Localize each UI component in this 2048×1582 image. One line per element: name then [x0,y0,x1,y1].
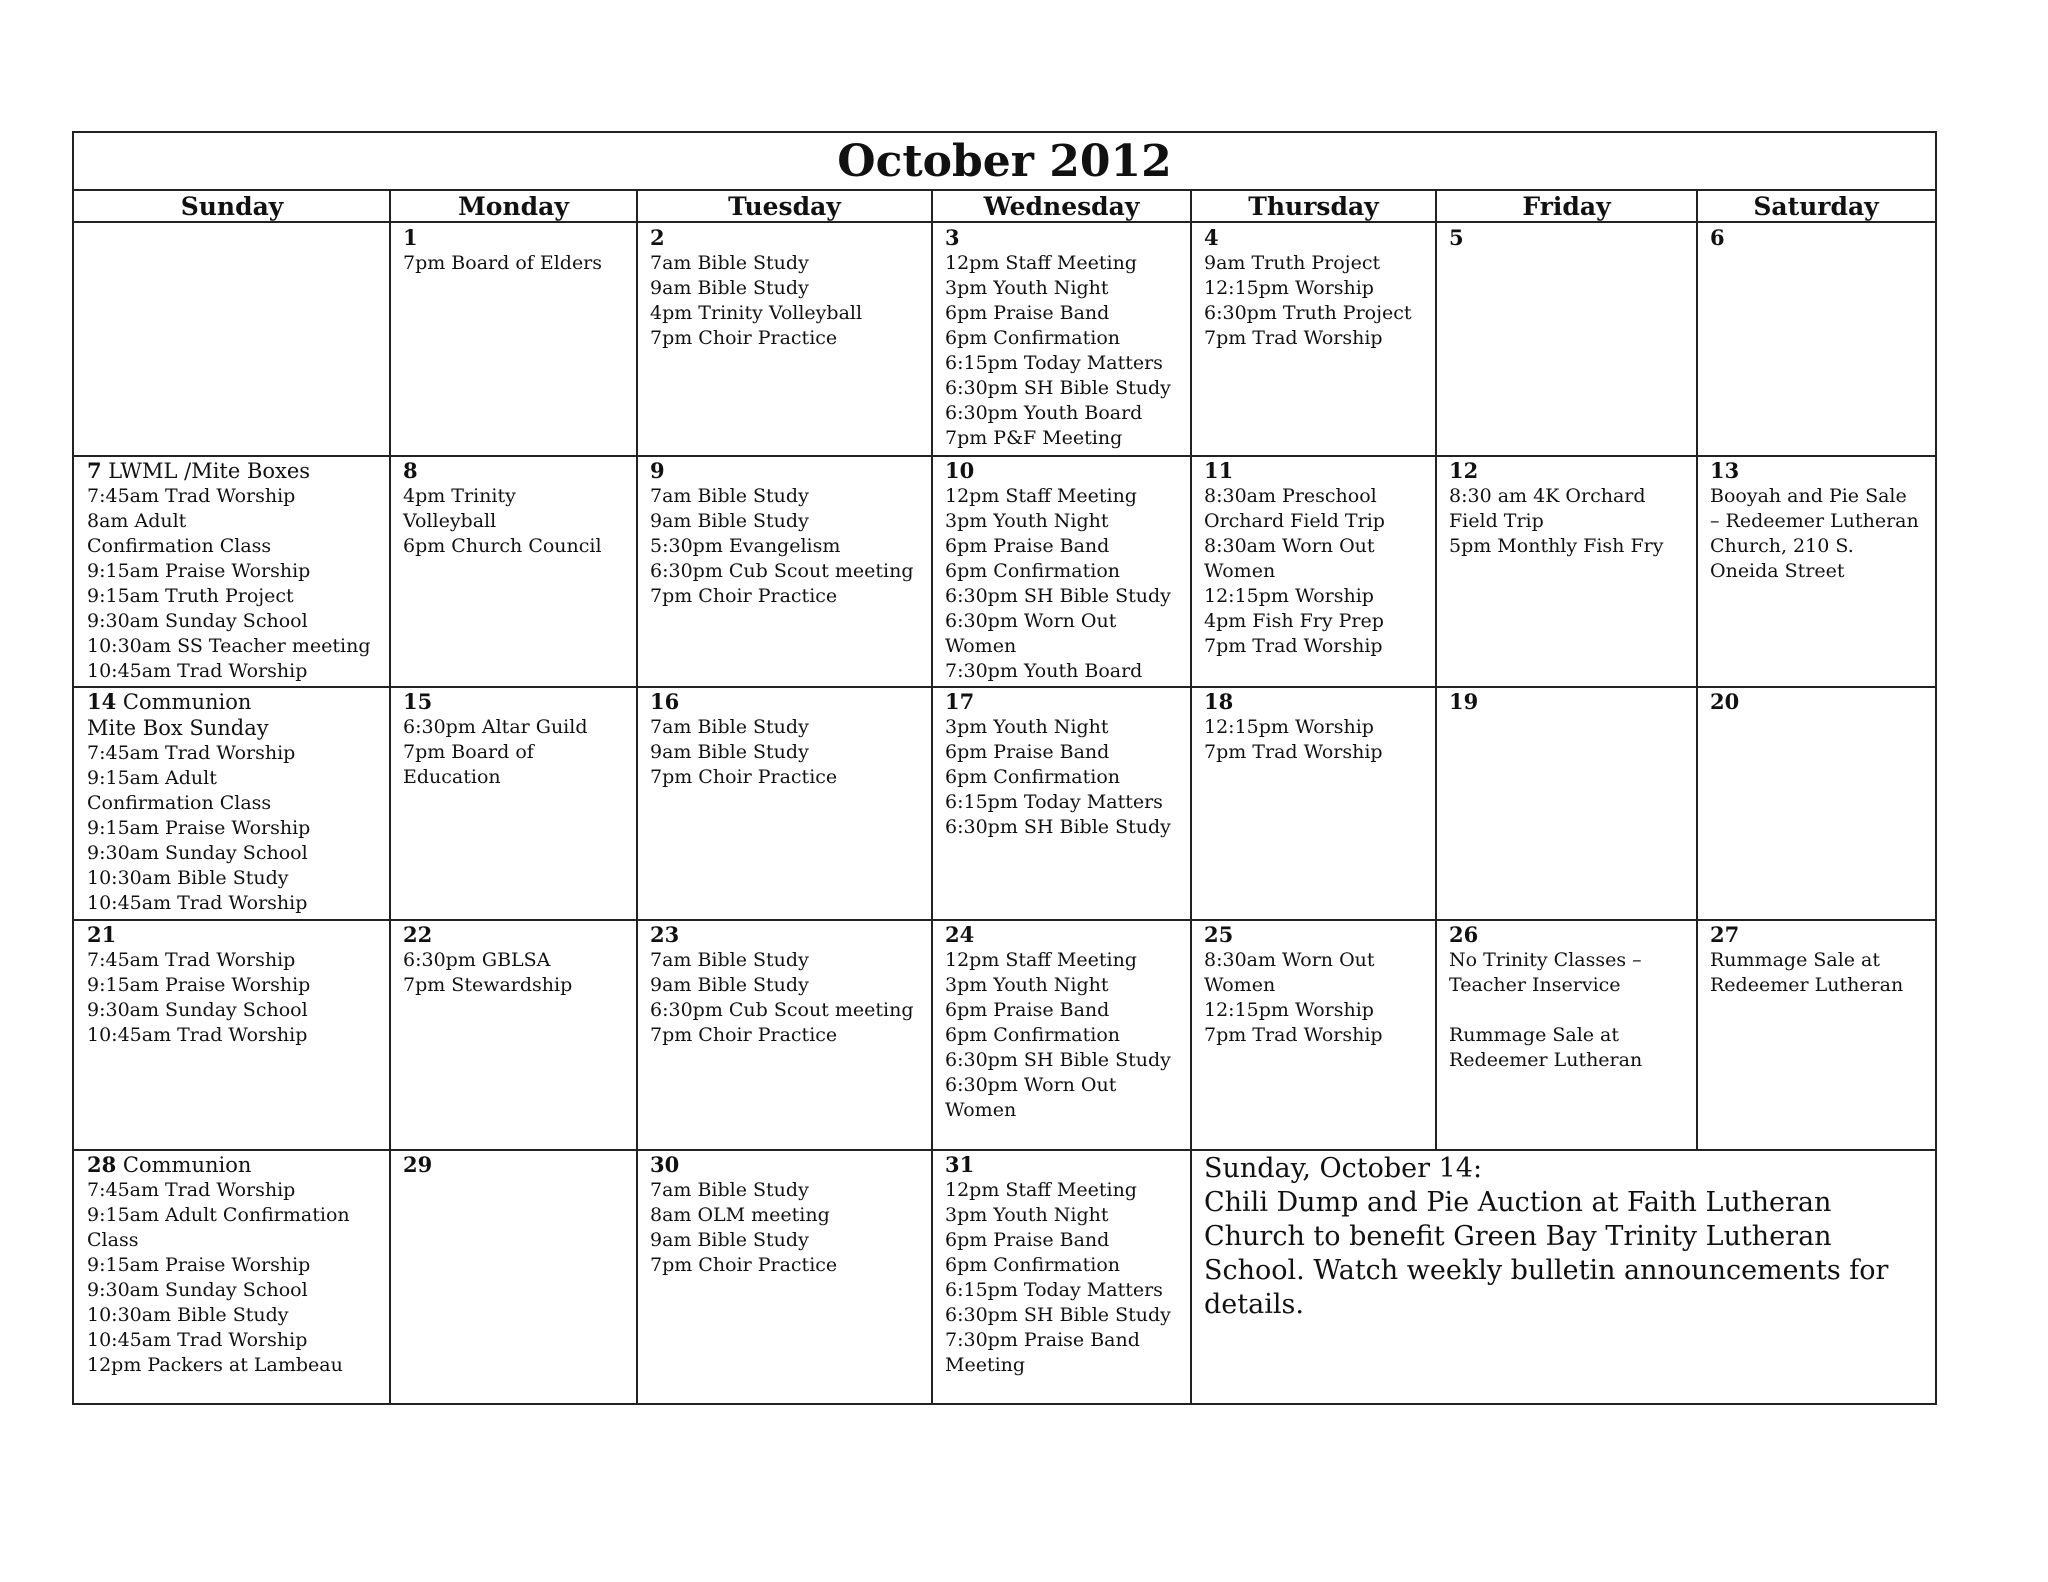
day-number [650,689,920,715]
day-cell [637,1150,932,1405]
day-number [1449,922,1685,948]
day-number [650,922,920,948]
day-number-value: 12 [1449,458,1479,483]
day-number [403,922,625,948]
event-item: 4pm Trinity [403,485,516,507]
event-item: 6:30pm SH Bible Study [945,816,1171,838]
day-number-value: 26 [1449,922,1479,947]
event-item: 6:30pm Worn Out [945,610,1117,632]
day-divider [389,456,391,687]
day-number [1710,225,1923,251]
event-item: 7pm Choir Practice [650,327,838,349]
day-number-value: 24 [945,922,975,947]
event-item: 3pm Youth Night [945,1204,1109,1226]
event-item: 9am Truth Project [1204,252,1381,274]
event-item: Women [1204,974,1276,996]
day-number [1449,689,1685,715]
day-number [403,1152,625,1178]
event-item: 6pm Confirmation [945,1254,1121,1276]
event-item: Confirmation Class [87,535,272,557]
event-item: 9:15am Praise Worship [87,560,311,582]
event-item: 8:30am Preschool [1204,485,1377,507]
calendar-title: October 2012 [74,133,1935,191]
day-cell [74,687,390,920]
event-item: 7:30pm Youth Board [945,660,1143,682]
event-item: Oneida Street [1710,560,1845,582]
event-item: 9:15am Truth Project [87,585,294,607]
day-divider [1696,920,1698,1150]
day-number [945,1152,1179,1178]
event-item: 7pm Choir Practice [650,1024,838,1046]
event-item: Education [403,766,501,788]
event-item: 6:30pm Cub Scout meeting [650,999,914,1021]
day-number-value: 7 [87,458,102,483]
announcement-note [1191,1150,1935,1405]
day-number [945,225,1179,251]
week-divider [74,919,1935,921]
event-item: No Trinity Classes – [1449,949,1642,971]
day-number [1204,458,1424,484]
event-item: 8am OLM meeting [650,1204,830,1226]
event-item: Women [1204,560,1276,582]
event-item: 10:45am Trad Worship [87,1024,308,1046]
announcement-line: Chili Dump and Pie Auction at Faith Lutheran [1204,1187,1832,1218]
day-number [1710,458,1923,484]
event-item: 7:30pm Praise Band [945,1329,1140,1351]
day-number [403,458,625,484]
header-divider [931,191,933,223]
event-item: 7pm Choir Practice [650,766,838,788]
day-divider [931,1150,933,1405]
day-number [1204,922,1424,948]
event-item: 7am Bible Study [650,949,809,971]
event-item: 6:30pm SH Bible Study [945,585,1171,607]
day-number [650,1152,920,1178]
event-item: 9am Bible Study [650,277,809,299]
event-item: 6pm Praise Band [945,999,1110,1021]
day-cell [932,920,1191,1150]
day-cell [390,1150,637,1405]
event-item [1449,998,1685,1023]
day-number [945,689,1179,715]
event-item: 12:15pm Worship [1204,716,1374,738]
day-cell [637,456,932,687]
event-item: 4pm Fish Fry Prep [1204,610,1384,632]
day-divider [1435,456,1437,687]
day-cell [74,456,390,687]
event-item: 12pm Staff Meeting [945,949,1137,971]
week-divider [74,1149,1935,1151]
day-number-value: 27 [1710,922,1740,947]
event-item: 9am Bible Study [650,741,809,763]
event-item: 6pm Praise Band [945,535,1110,557]
day-number [403,225,625,251]
event-item: 7pm Trad Worship [1204,1024,1383,1046]
day-number [1710,689,1923,715]
day-cell [390,223,637,456]
event-item: 6:30pm SH Bible Study [945,377,1171,399]
weekday-monday: Monday [458,192,569,221]
day-number-value: 29 [403,1152,433,1177]
day-divider [1190,223,1192,456]
event-item: 9:15am Praise Worship [87,817,311,839]
day-number-value: 21 [87,922,117,947]
day-number-value: 19 [1449,689,1479,714]
weekday-friday: Friday [1522,192,1611,221]
event-item: Redeemer Lutheran [1449,1049,1643,1071]
event-item: Volleyball [403,510,497,532]
day-divider [636,456,638,687]
event-item: 7:45am Trad Worship [87,949,296,971]
day-cell [1697,920,1935,1150]
day-cell [1697,456,1935,687]
day-cell [932,687,1191,920]
event-item: 7pm Stewardship [403,974,573,996]
day-number [87,1152,378,1178]
event-item: 7am Bible Study [650,485,809,507]
day-number-value: 4 [1204,225,1219,250]
day-number-value: 9 [650,458,665,483]
day-divider [1696,687,1698,920]
event-item: 6:30pm Cub Scout meeting [650,560,914,582]
header-divider [636,191,638,223]
event-item: 3pm Youth Night [945,510,1109,532]
header-divider [1696,191,1698,223]
event-item: 5:30pm Evangelism [650,535,841,557]
event-item: Booyah and Pie Sale [1710,485,1907,507]
header-divider [1435,191,1437,223]
event-item: 6pm Confirmation [945,1024,1121,1046]
day-cell [1436,456,1697,687]
day-divider [1190,687,1192,920]
event-item: 9am Bible Study [650,1229,809,1251]
day-number-value: 20 [1710,689,1740,714]
event-item: 9:30am Sunday School [87,842,308,864]
day-divider [636,687,638,920]
announcement-heading: Sunday, October 14: [1204,1153,1483,1184]
day-divider [1435,223,1437,456]
event-item: 9:15am Adult Confirmation [87,1204,350,1226]
event-item: 10:45am Trad Worship [87,892,308,914]
header-divider [1190,191,1192,223]
event-item: 6:15pm Today Matters [945,791,1163,813]
event-item: 7pm P&F Meeting [945,427,1123,449]
event-item: 12pm Staff Meeting [945,485,1137,507]
day-number-value: 30 [650,1152,680,1177]
event-item: Field Trip [1449,510,1544,532]
event-item: 6:30pm SH Bible Study [945,1304,1171,1326]
event-item: 7:45am Trad Worship [87,742,296,764]
event-item: 7pm Trad Worship [1204,635,1383,657]
day-number-value: 8 [403,458,418,483]
day-cell [1191,456,1436,687]
day-number-value: 10 [945,458,975,483]
event-item: 9am Bible Study [650,510,809,532]
weekday-sunday: Sunday [180,192,284,221]
weekday-wednesday: Wednesday [983,192,1140,221]
day-number [650,458,920,484]
day-cell [932,1150,1191,1405]
event-item: Women [945,635,1017,657]
event-item: 3pm Youth Night [945,974,1109,996]
weekday-header [74,191,1935,223]
day-cell [1697,687,1935,920]
day-cell [637,920,932,1150]
event-item: 10:45am Trad Worship [87,660,308,682]
event-item: 9:30am Sunday School [87,1279,308,1301]
event-item: 7:45am Trad Worship [87,1179,296,1201]
day-number [1204,225,1424,251]
day-divider [1435,920,1437,1150]
day-divider [1435,687,1437,920]
event-item: 6pm Church Council [403,535,602,557]
day-number [1449,458,1685,484]
event-item: 6:30pm SH Bible Study [945,1049,1171,1071]
event-item: – Redeemer Lutheran [1710,510,1919,532]
day-number-value: 13 [1710,458,1740,483]
event-item: 12pm Staff Meeting [945,1179,1137,1201]
event-item: 6pm Confirmation [945,766,1121,788]
event-item: Rummage Sale at [1710,949,1881,971]
day-divider [636,1150,638,1405]
event-item: 8am Adult [87,510,187,532]
event-item: 9:15am Adult [87,767,217,789]
day-number [1204,689,1424,715]
event-item: 6:30pm Truth Project [1204,302,1412,324]
event-item: Women [945,1099,1017,1121]
day-cell [637,687,932,920]
day-label: Communion [116,690,252,714]
day-label: Communion [116,1153,252,1177]
event-item: Church, 210 S. [1710,535,1854,557]
header-divider [389,191,391,223]
event-item: 9:30am Sunday School [87,610,308,632]
day-cell [637,223,932,456]
day-number [87,689,378,715]
day-number-value: 18 [1204,689,1234,714]
event-item: 7pm Choir Practice [650,585,838,607]
event-item: Meeting [945,1354,1026,1376]
day-divider [1190,456,1192,687]
day-number [403,689,625,715]
day-cell [74,1150,390,1405]
day-number-value: 3 [945,225,960,250]
event-item: 7am Bible Study [650,1179,809,1201]
event-item: 3pm Youth Night [945,716,1109,738]
day-number-value: 1 [403,225,418,250]
day-number [87,922,378,948]
day-label: LWML /Mite Boxes [101,459,311,483]
day-divider [1190,920,1192,1150]
event-item: Class [87,1229,139,1251]
day-number [1449,225,1685,251]
event-item: 8:30am Worn Out [1204,535,1375,557]
day-number-value: 22 [403,922,433,947]
event-item: 9am Bible Study [650,974,809,996]
day-number-value: 5 [1449,225,1464,250]
day-divider [389,920,391,1150]
event-item: 4pm Trinity Volleyball [650,302,863,324]
event-item: 6pm Praise Band [945,1229,1110,1251]
day-number-value: 23 [650,922,680,947]
event-item: 7pm Choir Practice [650,1254,838,1276]
announcement-line: details. [1204,1289,1304,1320]
day-number-value: 15 [403,689,433,714]
event-item: Orchard Field Trip [1204,510,1385,532]
event-item: 10:30am Bible Study [87,1304,289,1326]
day-divider [931,687,933,920]
event-item: Redeemer Lutheran [1710,974,1904,996]
event-item: 9:15am Praise Worship [87,974,311,996]
event-item: 12:15pm Worship [1204,999,1374,1021]
event-item: 3pm Youth Night [945,277,1109,299]
day-divider [389,223,391,456]
announcement-line: School. Watch weekly bulletin announcements for [1204,1255,1889,1286]
event-item: 7am Bible Study [650,716,809,738]
event-item: 8:30am Worn Out [1204,949,1375,971]
event-item: 7pm Board of Elders [403,252,603,274]
day-cell [932,456,1191,687]
event-item: 5pm Monthly Fish Fry [1449,535,1664,557]
day-number-value: 31 [945,1152,975,1177]
event-item: 6:30pm GBLSA [403,949,551,971]
day-number-value: 14 [87,689,117,714]
event-item: 6pm Confirmation [945,327,1121,349]
day-cell [390,920,637,1150]
event-item: 10:30am SS Teacher meeting [87,635,371,657]
event-item: 9:15am Praise Worship [87,1254,311,1276]
day-divider [1696,223,1698,456]
day-number [945,458,1179,484]
calendar [72,131,1937,1405]
day-cell [390,456,637,687]
day-number-value: 2 [650,225,665,250]
day-number-value: 16 [650,689,680,714]
weekday-thursday: Thursday [1248,192,1379,221]
day-cell [74,920,390,1150]
day-divider [389,1150,391,1405]
event-item: 12pm Packers at Lambeau [87,1354,343,1376]
event-item: 7:45am Trad Worship [87,485,296,507]
event-item: 6:15pm Today Matters [945,1279,1163,1301]
day-number-value: 25 [1204,922,1234,947]
day-cell [1191,223,1436,456]
day-divider [636,223,638,456]
event-item: 6pm Praise Band [945,302,1110,324]
event-item: 7pm Trad Worship [1204,741,1383,763]
day-cell [1436,223,1697,456]
day-divider [931,456,933,687]
weekday-saturday: Saturday [1753,192,1879,221]
day-number [650,225,920,251]
event-item: 10:30am Bible Study [87,867,289,889]
day-number-value: 11 [1204,458,1234,483]
day-cell [390,687,637,920]
day-number [945,922,1179,948]
event-item: 12pm Staff Meeting [945,252,1137,274]
event-item: 8:30 am 4K Orchard [1449,485,1646,507]
week-divider [74,686,1935,688]
event-item: 6pm Praise Band [945,741,1110,763]
day-cell [1436,687,1697,920]
event-item: 12:15pm Worship [1204,277,1374,299]
event-item: 6:15pm Today Matters [945,352,1163,374]
day-number-value: 17 [945,689,975,714]
event-item: 6:30pm Altar Guild [403,716,588,738]
event-item: 10:45am Trad Worship [87,1329,308,1351]
event-item: 9:30am Sunday School [87,999,308,1021]
day-number-value: 28 [87,1152,117,1177]
day-divider [931,223,933,456]
day-cell [1697,223,1935,456]
weekday-tuesday: Tuesday [728,192,841,221]
event-item: Confirmation Class [87,792,272,814]
event-item: 6pm Confirmation [945,560,1121,582]
day-number [1710,922,1923,948]
day-label-secondary: Mite Box Sunday [87,716,269,740]
event-item: Teacher Inservice [1449,974,1621,996]
day-cell [1436,920,1697,1150]
day-divider [389,687,391,920]
event-item: 6:30pm Worn Out [945,1074,1117,1096]
event-item: 7am Bible Study [650,252,809,274]
day-cell [1191,920,1436,1150]
day-number [87,458,378,484]
event-item: 7pm Board of [403,741,534,763]
event-item: 6:30pm Youth Board [945,402,1143,424]
week-divider [74,455,1935,457]
day-number-value: 6 [1710,225,1725,250]
day-divider [1696,456,1698,687]
day-cell [932,223,1191,456]
event-item: 7pm Trad Worship [1204,327,1383,349]
day-divider [1190,1150,1192,1405]
announcement-line: Church to benefit Green Bay Trinity Lutheran [1204,1221,1832,1252]
day-cell [1191,687,1436,920]
event-item: Rummage Sale at [1449,1024,1620,1046]
day-divider [931,920,933,1150]
day-divider [636,920,638,1150]
day-cell [74,223,390,456]
event-item: 12:15pm Worship [1204,585,1374,607]
